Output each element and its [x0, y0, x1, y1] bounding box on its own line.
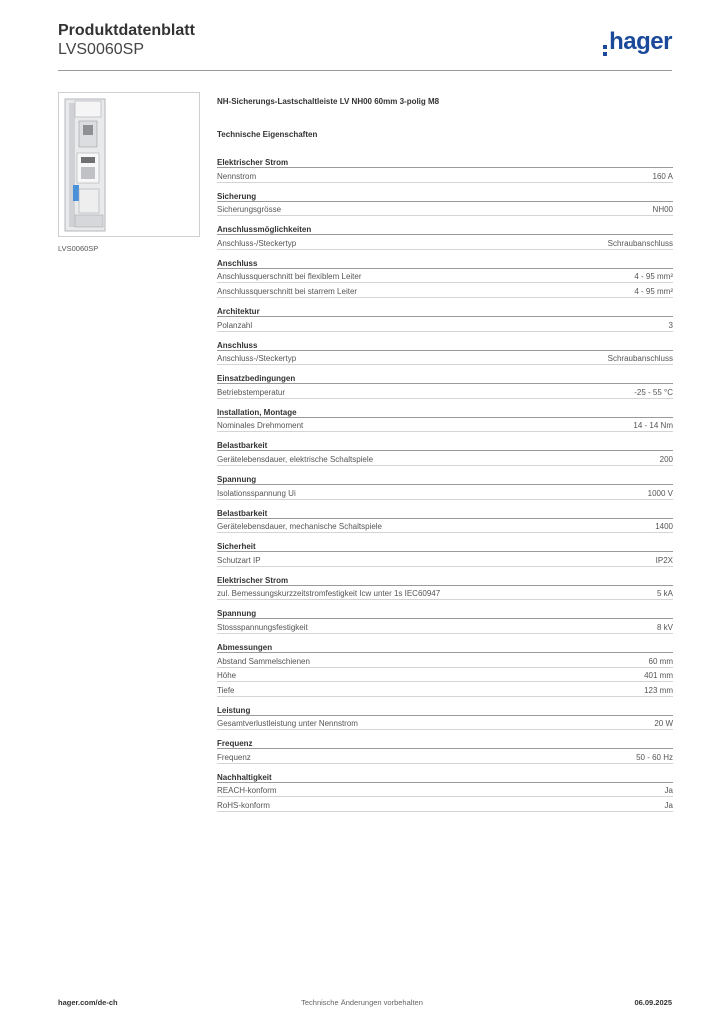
property-value: 14 - 14 Nm	[633, 421, 673, 431]
header-divider	[58, 70, 672, 71]
property-value: 20 W	[654, 719, 673, 729]
property-label: Tiefe	[217, 685, 235, 695]
group-title: Belastbarkeit	[217, 441, 673, 451]
group-title: Spannung	[217, 609, 673, 619]
property-group	[217, 192, 673, 217]
property-label: Gesamtverlustleistung unter Nennstrom	[217, 719, 358, 729]
property-row	[217, 269, 673, 284]
property-label: Frequenz	[217, 752, 251, 762]
property-row	[217, 351, 673, 366]
datasheet-content	[217, 97, 673, 821]
property-row	[217, 797, 673, 812]
property-label: Gerätelebensdauer, elektrische Schaltspiele	[217, 454, 374, 464]
group-title: Elektrischer Strom	[217, 576, 673, 586]
property-label: Isolationsspannung Ui	[217, 488, 296, 498]
group-title: Installation, Montage	[217, 408, 673, 418]
property-row	[217, 653, 673, 668]
property-group	[217, 475, 673, 500]
property-value: 401 mm	[644, 671, 673, 681]
document-title: Produktdatenblatt	[58, 22, 195, 39]
property-label: RoHS-konform	[217, 801, 270, 811]
property-group	[217, 576, 673, 601]
property-group	[217, 341, 673, 366]
property-row	[217, 519, 673, 534]
property-row	[217, 783, 673, 798]
property-label: Schutzart IP	[217, 555, 261, 565]
property-group	[217, 374, 673, 399]
property-value: 4 - 95 mm²	[634, 272, 673, 282]
property-row	[217, 682, 673, 697]
property-row	[217, 202, 673, 217]
property-group	[217, 307, 673, 332]
product-image	[58, 92, 200, 237]
group-title: Spannung	[217, 475, 673, 485]
property-label: Sicherungsgrösse	[217, 205, 282, 215]
group-title: Sicherung	[217, 192, 673, 202]
property-group	[217, 408, 673, 433]
property-row	[217, 552, 673, 567]
property-label: Anschluss-/Steckertyp	[217, 354, 297, 364]
group-title: Nachhaltigkeit	[217, 773, 673, 783]
group-title: Elektrischer Strom	[217, 158, 673, 168]
property-value: 3	[668, 320, 673, 330]
property-row	[217, 235, 673, 250]
group-title: Einsatzbedingungen	[217, 374, 673, 384]
property-group	[217, 773, 673, 812]
property-row	[217, 668, 673, 683]
group-title: Anschluss	[217, 259, 673, 269]
property-value: 1400	[655, 522, 673, 532]
property-value: 4 - 95 mm²	[634, 286, 673, 296]
logo-text: hager	[609, 28, 672, 55]
property-label: Nominales Drehmoment	[217, 421, 304, 431]
property-value: 5 kA	[656, 589, 673, 599]
property-group	[217, 509, 673, 534]
property-value: 8 kV	[656, 622, 673, 632]
group-title: Architektur	[217, 307, 673, 317]
property-value: 1000 V	[647, 488, 673, 498]
property-value: -25 - 55 °C	[634, 387, 673, 397]
property-group	[217, 643, 673, 697]
footer-notice: Technische Änderungen vorbehalten	[301, 998, 423, 1007]
property-value: IP2X	[655, 555, 673, 565]
property-row	[217, 451, 673, 466]
property-group	[217, 542, 673, 567]
property-label: zul. Bemessungskurzzeitstromfestigkeit Icw unter 1s IEC60947	[217, 589, 441, 599]
group-title: Frequenz	[217, 739, 673, 749]
group-title: Anschlussmöglichkeiten	[217, 225, 673, 235]
property-label: REACH-konform	[217, 786, 277, 796]
property-row	[217, 317, 673, 332]
property-value: Schraubanschluss	[607, 238, 673, 248]
property-label: Anschlussquerschnitt bei flexiblem Leiter	[217, 272, 362, 282]
fuse-switch-illustration	[59, 93, 199, 236]
property-label: Abstand Sammelschienen	[217, 656, 310, 666]
logo-dots-icon	[603, 45, 607, 56]
property-value: 50 - 60 Hz	[636, 752, 673, 762]
property-group	[217, 225, 673, 250]
property-value: 123 mm	[644, 685, 673, 695]
group-title: Belastbarkeit	[217, 509, 673, 519]
property-value: 160 A	[652, 171, 673, 181]
property-value: 200	[659, 454, 673, 464]
property-row	[217, 418, 673, 433]
property-label: Gerätelebensdauer, mechanische Schaltspiele	[217, 522, 382, 532]
property-label: Höhe	[217, 671, 237, 681]
property-value: Schraubanschluss	[607, 354, 673, 364]
property-label: Betriebstemperatur	[217, 387, 286, 397]
property-label: Polanzahl	[217, 320, 253, 330]
property-row	[217, 283, 673, 298]
property-row	[217, 168, 673, 183]
product-code: LVS0060SP	[58, 41, 144, 58]
group-title: Leistung	[217, 706, 673, 716]
property-group	[217, 706, 673, 731]
section-heading: Technische Eigenschaften	[217, 130, 318, 139]
property-group	[217, 259, 673, 298]
property-label: Anschluss-/Steckertyp	[217, 238, 297, 248]
property-row	[217, 716, 673, 731]
property-group	[217, 441, 673, 466]
footer-website: hager.com/de-ch	[58, 998, 118, 1007]
product-image-caption: LVS0060SP	[58, 244, 99, 253]
property-row	[217, 749, 673, 764]
group-title: Abmessungen	[217, 643, 673, 653]
property-group	[217, 609, 673, 634]
property-value: Ja	[664, 786, 673, 796]
property-groups	[217, 158, 673, 812]
property-label: Nennstrom	[217, 171, 257, 181]
property-row	[217, 485, 673, 500]
property-value: NH00	[652, 205, 673, 215]
product-name: NH-Sicherungs-Lastschaltleiste LV NH00 60mm 3-polig M8	[217, 97, 440, 106]
hager-logo	[603, 28, 672, 56]
property-value: Ja	[664, 801, 673, 811]
property-row	[217, 384, 673, 399]
property-row	[217, 619, 673, 634]
property-group	[217, 739, 673, 764]
property-label: Stossspannungsfestigkeit	[217, 622, 308, 632]
property-group	[217, 158, 673, 183]
property-label: Anschlussquerschnitt bei starrem Leiter	[217, 286, 358, 296]
footer-date: 06.09.2025	[634, 998, 672, 1007]
group-title: Sicherheit	[217, 542, 673, 552]
group-title: Anschluss	[217, 341, 673, 351]
property-value: 60 mm	[648, 656, 673, 666]
property-row	[217, 586, 673, 601]
